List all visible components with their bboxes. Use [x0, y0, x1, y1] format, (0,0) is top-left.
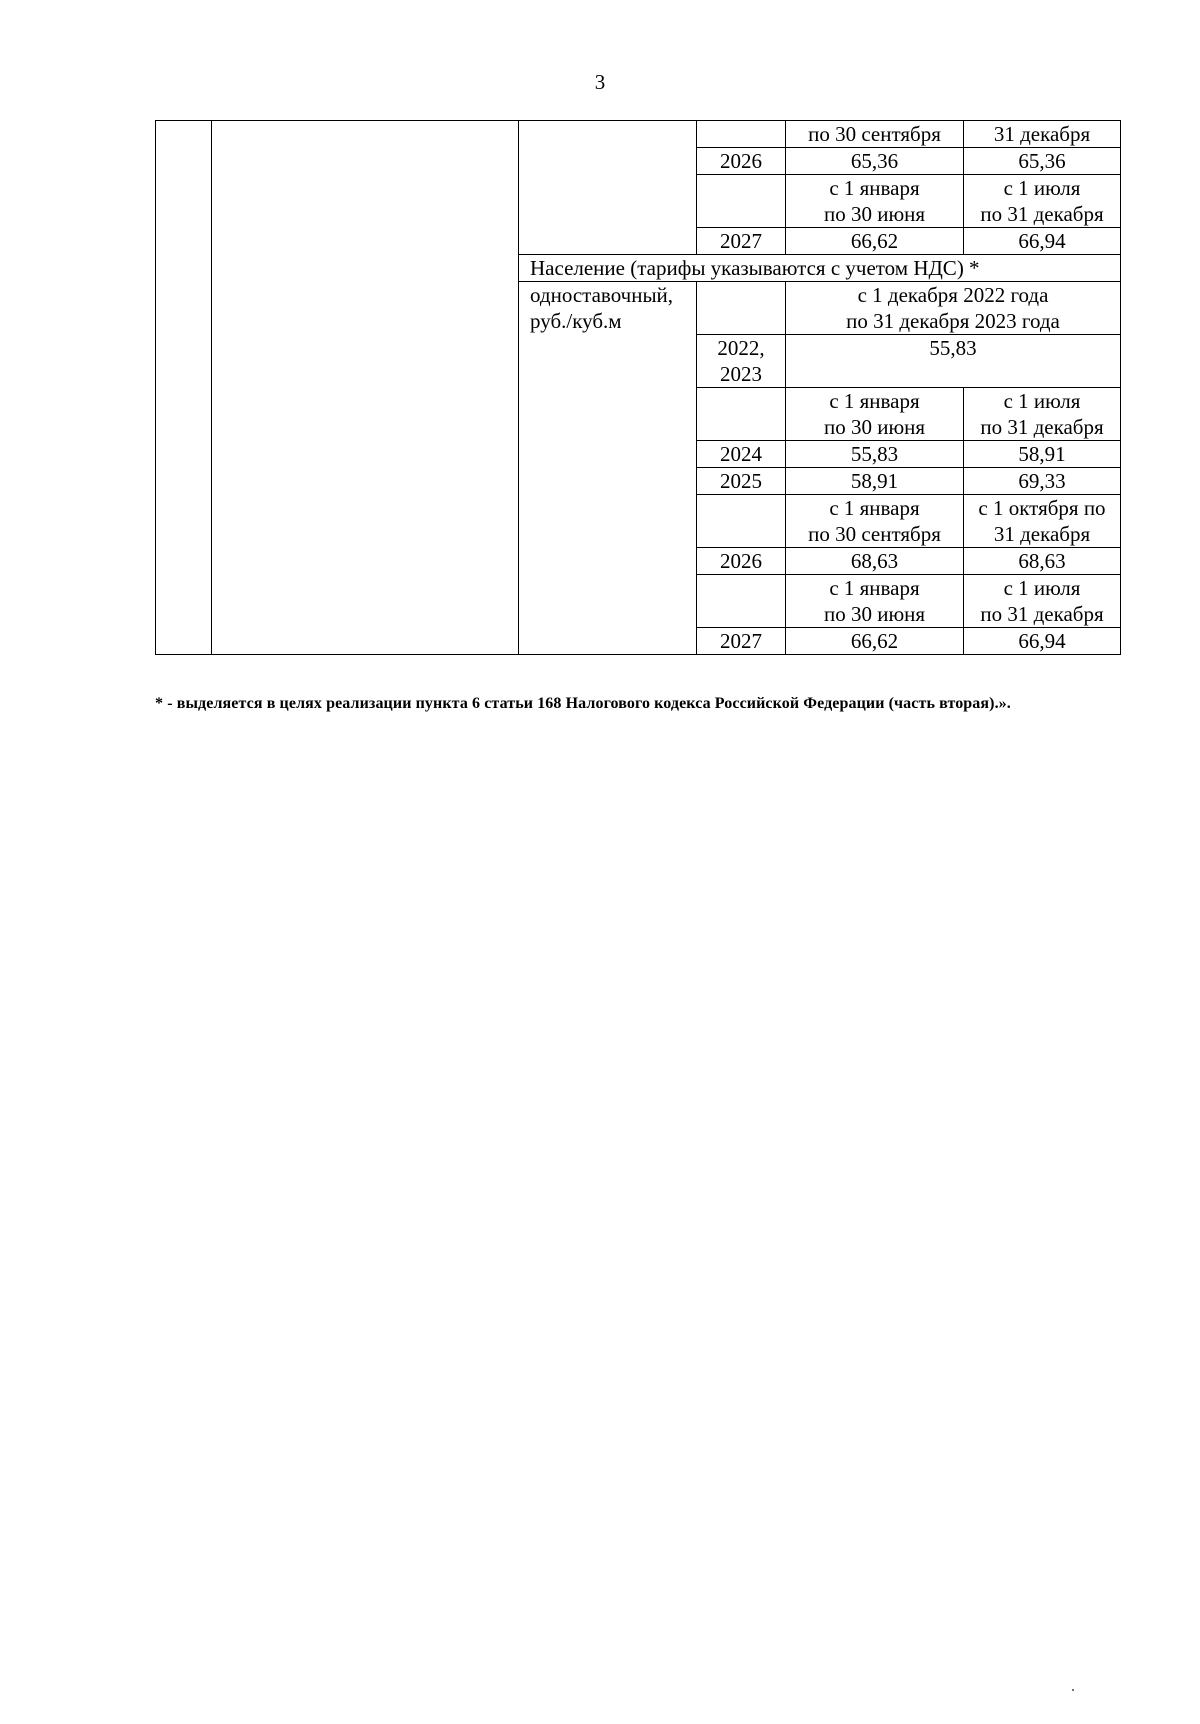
tariff-value-cell: 66,62 [786, 628, 964, 655]
year-cell: 2025 [697, 468, 786, 495]
year-cell [697, 388, 786, 441]
year-cell: 2022, 2023 [697, 335, 786, 388]
year-cell: 2024 [697, 441, 786, 468]
year-cell [697, 575, 786, 628]
period-cell: с 1 июля по 31 декабря [964, 175, 1121, 228]
page-number: 3 [594, 70, 606, 94]
tariff-type-cell: одноставочный, руб./куб.м [519, 282, 697, 655]
footnote: * - выделяется в целях реализации пункта 6 статьи 168 Налогового кодекса Российской Федерации (часть вторая).». [155, 695, 1011, 712]
period-cell-merged: с 1 декабря 2022 года по 31 декабря 2023 года [786, 282, 1121, 335]
period-cell: с 1 октября по 31 декабря [964, 495, 1121, 548]
tariff-value-cell: 65,36 [786, 148, 964, 175]
tariff-table [155, 120, 1121, 655]
year-cell [697, 495, 786, 548]
tariff-value-cell: 65,36 [964, 148, 1121, 175]
year-cell: 2026 [697, 148, 786, 175]
tariff-value-cell: 69,33 [964, 468, 1121, 495]
number-column-cell [156, 121, 212, 655]
year-cell: 2027 [697, 628, 786, 655]
period-cell: с 1 января по 30 июня [786, 175, 964, 228]
period-cell: с 1 июля по 31 декабря [964, 575, 1121, 628]
table-row [156, 121, 1121, 148]
tariff-value-cell: 66,94 [964, 228, 1121, 255]
tariff-value-cell: 66,94 [964, 628, 1121, 655]
year-cell: 2026 [697, 548, 786, 575]
year-cell [697, 121, 786, 148]
period-cell: с 1 января по 30 июня [786, 388, 964, 441]
period-cell: с 1 июля по 31 декабря [964, 388, 1121, 441]
population-header: Население (тарифы указываются с учетом НДС) * [519, 255, 1121, 282]
tariff-value-cell: 68,63 [964, 548, 1121, 575]
period-cell: с 1 января по 30 июня [786, 575, 964, 628]
scan-artifact [1072, 1689, 1074, 1691]
tariff-value-cell-merged: 55,83 [786, 335, 1121, 388]
tariff-type-cell-upper [519, 121, 697, 255]
period-cell: 31 декабря [964, 121, 1121, 148]
period-cell: по 30 сентября [786, 121, 964, 148]
year-cell: 2027 [697, 228, 786, 255]
tariff-value-cell: 55,83 [786, 441, 964, 468]
period-cell: с 1 января по 30 сентября [786, 495, 964, 548]
organization-column-cell [212, 121, 519, 655]
year-cell [697, 282, 786, 335]
tariff-value-cell: 66,62 [786, 228, 964, 255]
tariff-value-cell: 68,63 [786, 548, 964, 575]
tariff-value-cell: 58,91 [964, 441, 1121, 468]
year-cell [697, 175, 786, 228]
tariff-value-cell: 58,91 [786, 468, 964, 495]
